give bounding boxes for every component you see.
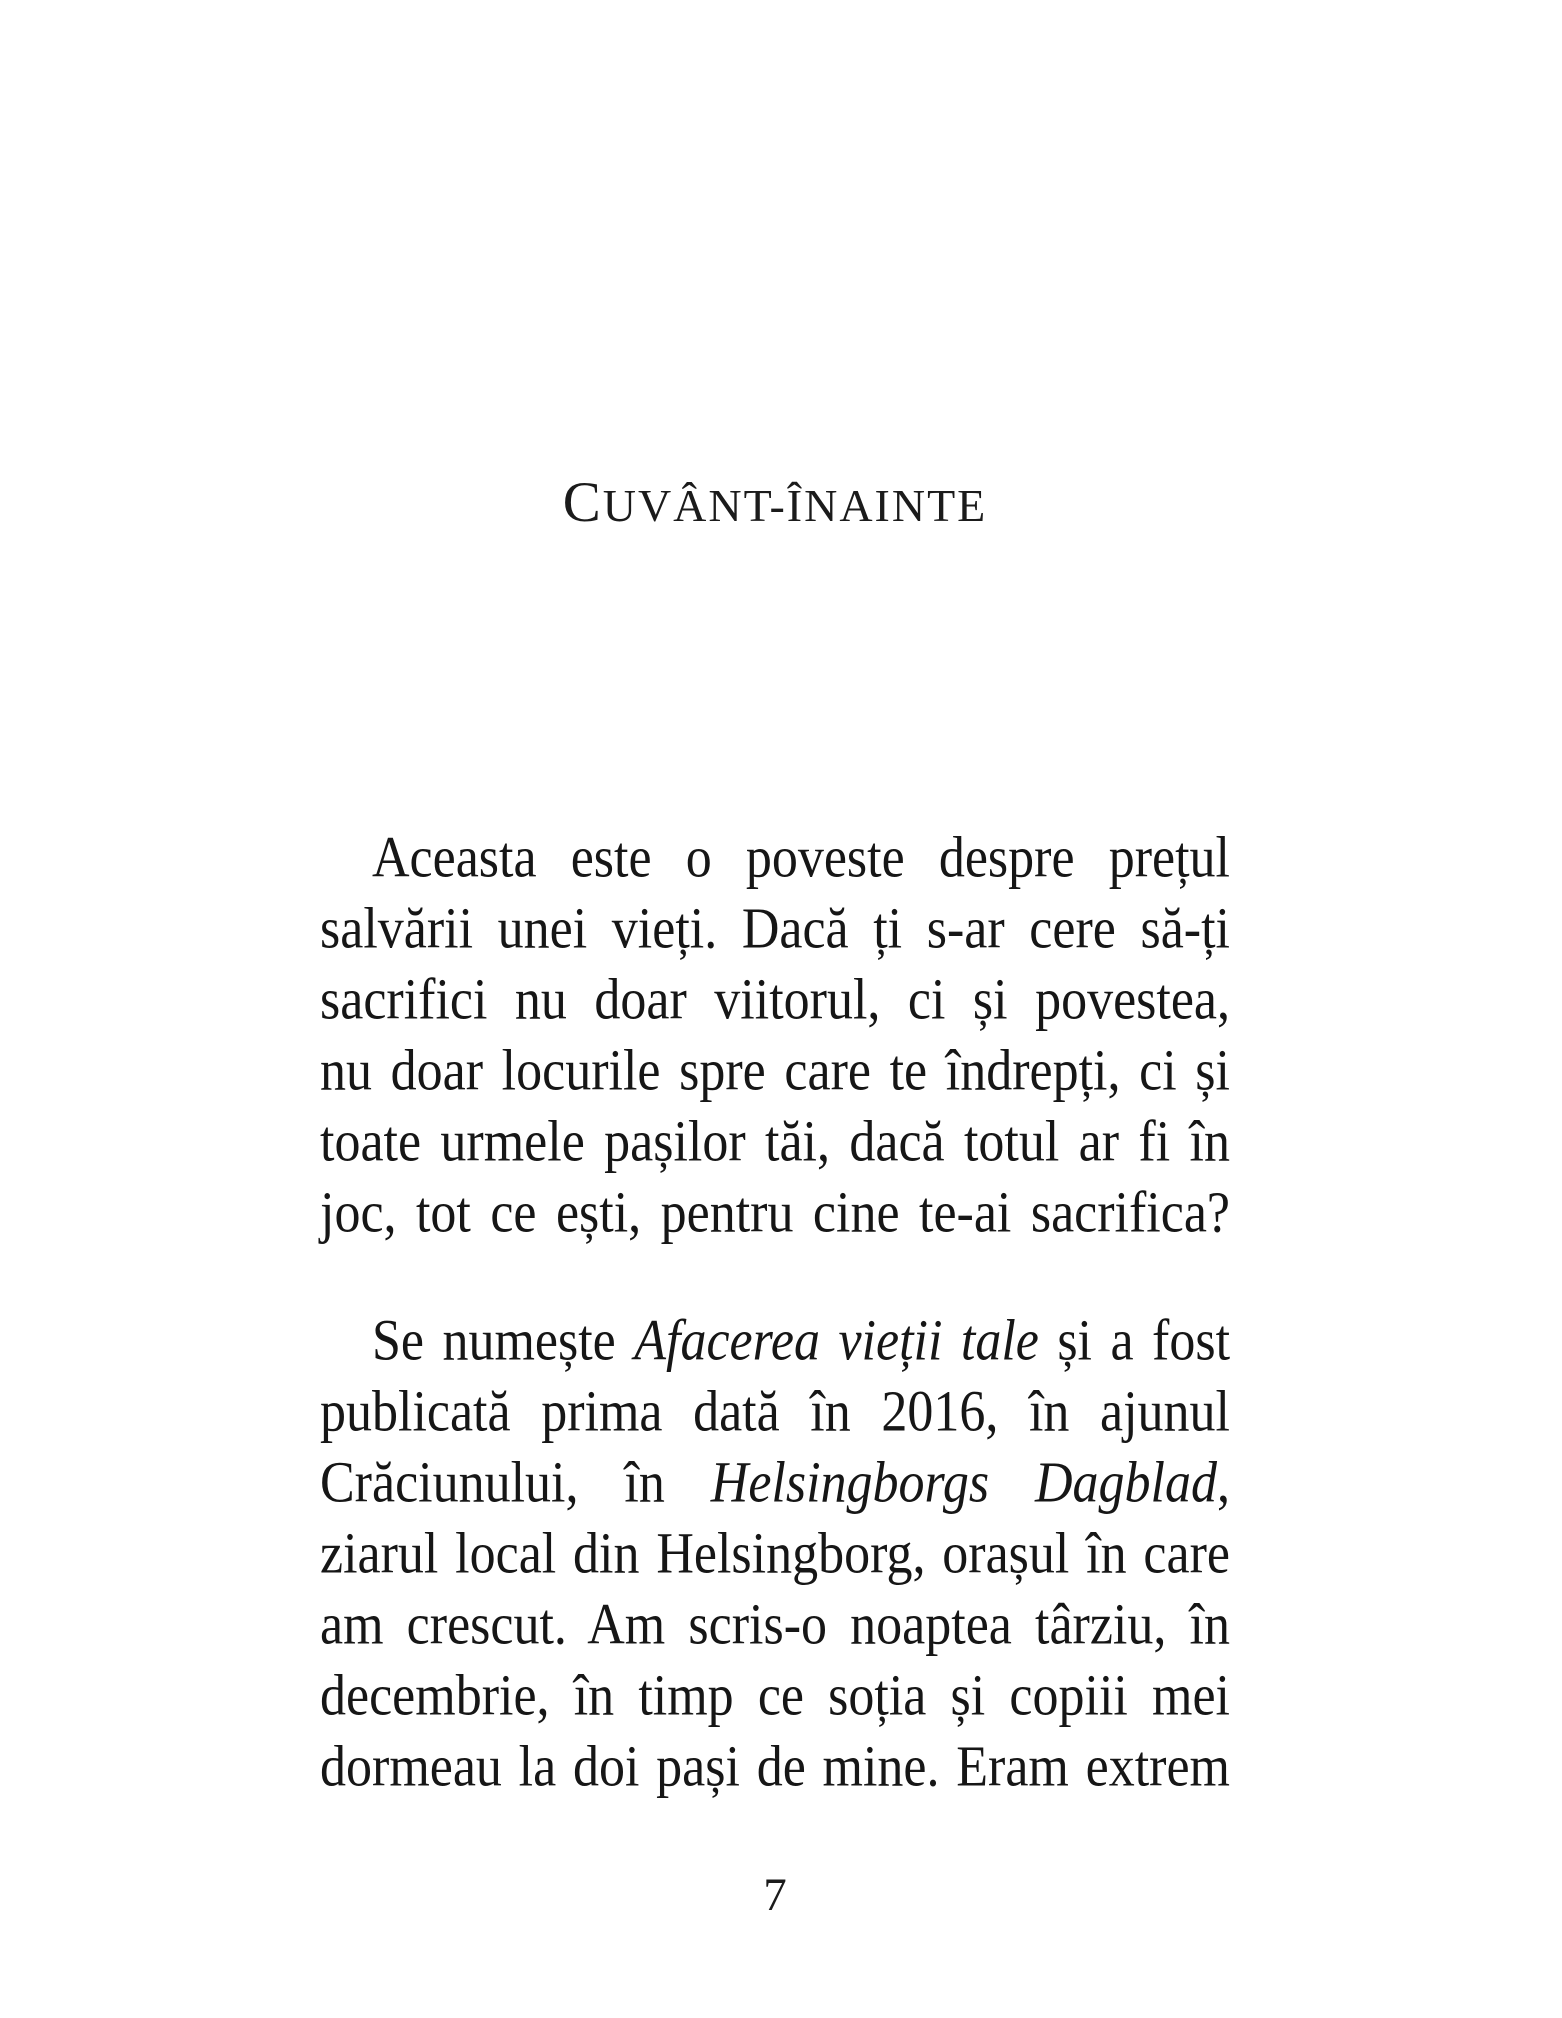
text-segment: am crescut. Am scris-o noaptea târziu, în (320, 1592, 1230, 1658)
italic-work-title: Afacerea vieții tale (634, 1308, 1039, 1374)
paragraph (320, 1308, 1230, 1805)
text-line (320, 1180, 1230, 1251)
text-line (320, 825, 1230, 896)
text-segment: dormeau la doi pași de mine. Eram extrem (320, 1734, 1230, 1800)
page-number: 7 (763, 1869, 787, 1921)
text-segment: ziarul local din Helsingborg, orașul în care (320, 1521, 1230, 1587)
text-segment: Crăciunului, în (320, 1450, 711, 1516)
text-segment: salvării unei vieți. Dacă ți s-ar cere să-ți (320, 896, 1230, 962)
italic-work-title: Helsingborgs Dagblad (710, 1450, 1217, 1516)
text-line (320, 1308, 1230, 1379)
text-line-content (320, 1514, 1230, 1594)
text-segment: publicată prima dată în 2016, în ajunul (320, 1379, 1230, 1445)
text-line (320, 1592, 1230, 1663)
text-line-content (320, 889, 1230, 969)
text-line-content (320, 1102, 1230, 1182)
text-line-content (320, 1656, 1230, 1736)
text-segment: Aceasta este o poveste despre prețul (372, 825, 1230, 891)
text-line-content (320, 1585, 1230, 1665)
text-segment: și a fost (1038, 1308, 1231, 1374)
text-line-content (320, 960, 1230, 1040)
text-line (320, 1379, 1230, 1450)
text-segment: decembrie, în timp ce soția și copiii mei (320, 1663, 1230, 1729)
text-segment: , (1217, 1450, 1230, 1516)
chapter-title (320, 471, 1230, 535)
body-text (320, 825, 1230, 1805)
text-line (320, 1734, 1230, 1805)
text-line (320, 967, 1230, 1038)
text-line (320, 1450, 1230, 1521)
text-line (320, 1109, 1230, 1180)
text-segment: Se numește (372, 1308, 635, 1374)
text-line-content (320, 1031, 1230, 1111)
paragraph (320, 825, 1230, 1251)
text-line (320, 896, 1230, 967)
text-segment: toate urmele pașilor tăi, dacă totul ar fi în (320, 1109, 1230, 1175)
chapter-title-initial: C (562, 471, 603, 535)
text-segment: sacrifici nu doar viitorul, ci și povestea, (320, 967, 1230, 1033)
text-line-content (320, 1173, 1230, 1253)
text-segment: nu doar locurile spre care te îndrepți, ci și (320, 1038, 1230, 1104)
chapter-title-rest: UVÂNT-ÎNAINTE (602, 480, 988, 532)
text-line (320, 1663, 1230, 1734)
text-line-content (372, 1301, 1230, 1381)
text-line-content (320, 1443, 1230, 1523)
text-line-content (320, 1727, 1230, 1807)
text-line (320, 1521, 1230, 1592)
text-line (320, 1038, 1230, 1109)
text-line-content (372, 818, 1230, 898)
text-line-content (320, 1372, 1230, 1452)
text-segment: joc, tot ce ești, pentru cine te-ai sacrifica? (320, 1180, 1230, 1246)
